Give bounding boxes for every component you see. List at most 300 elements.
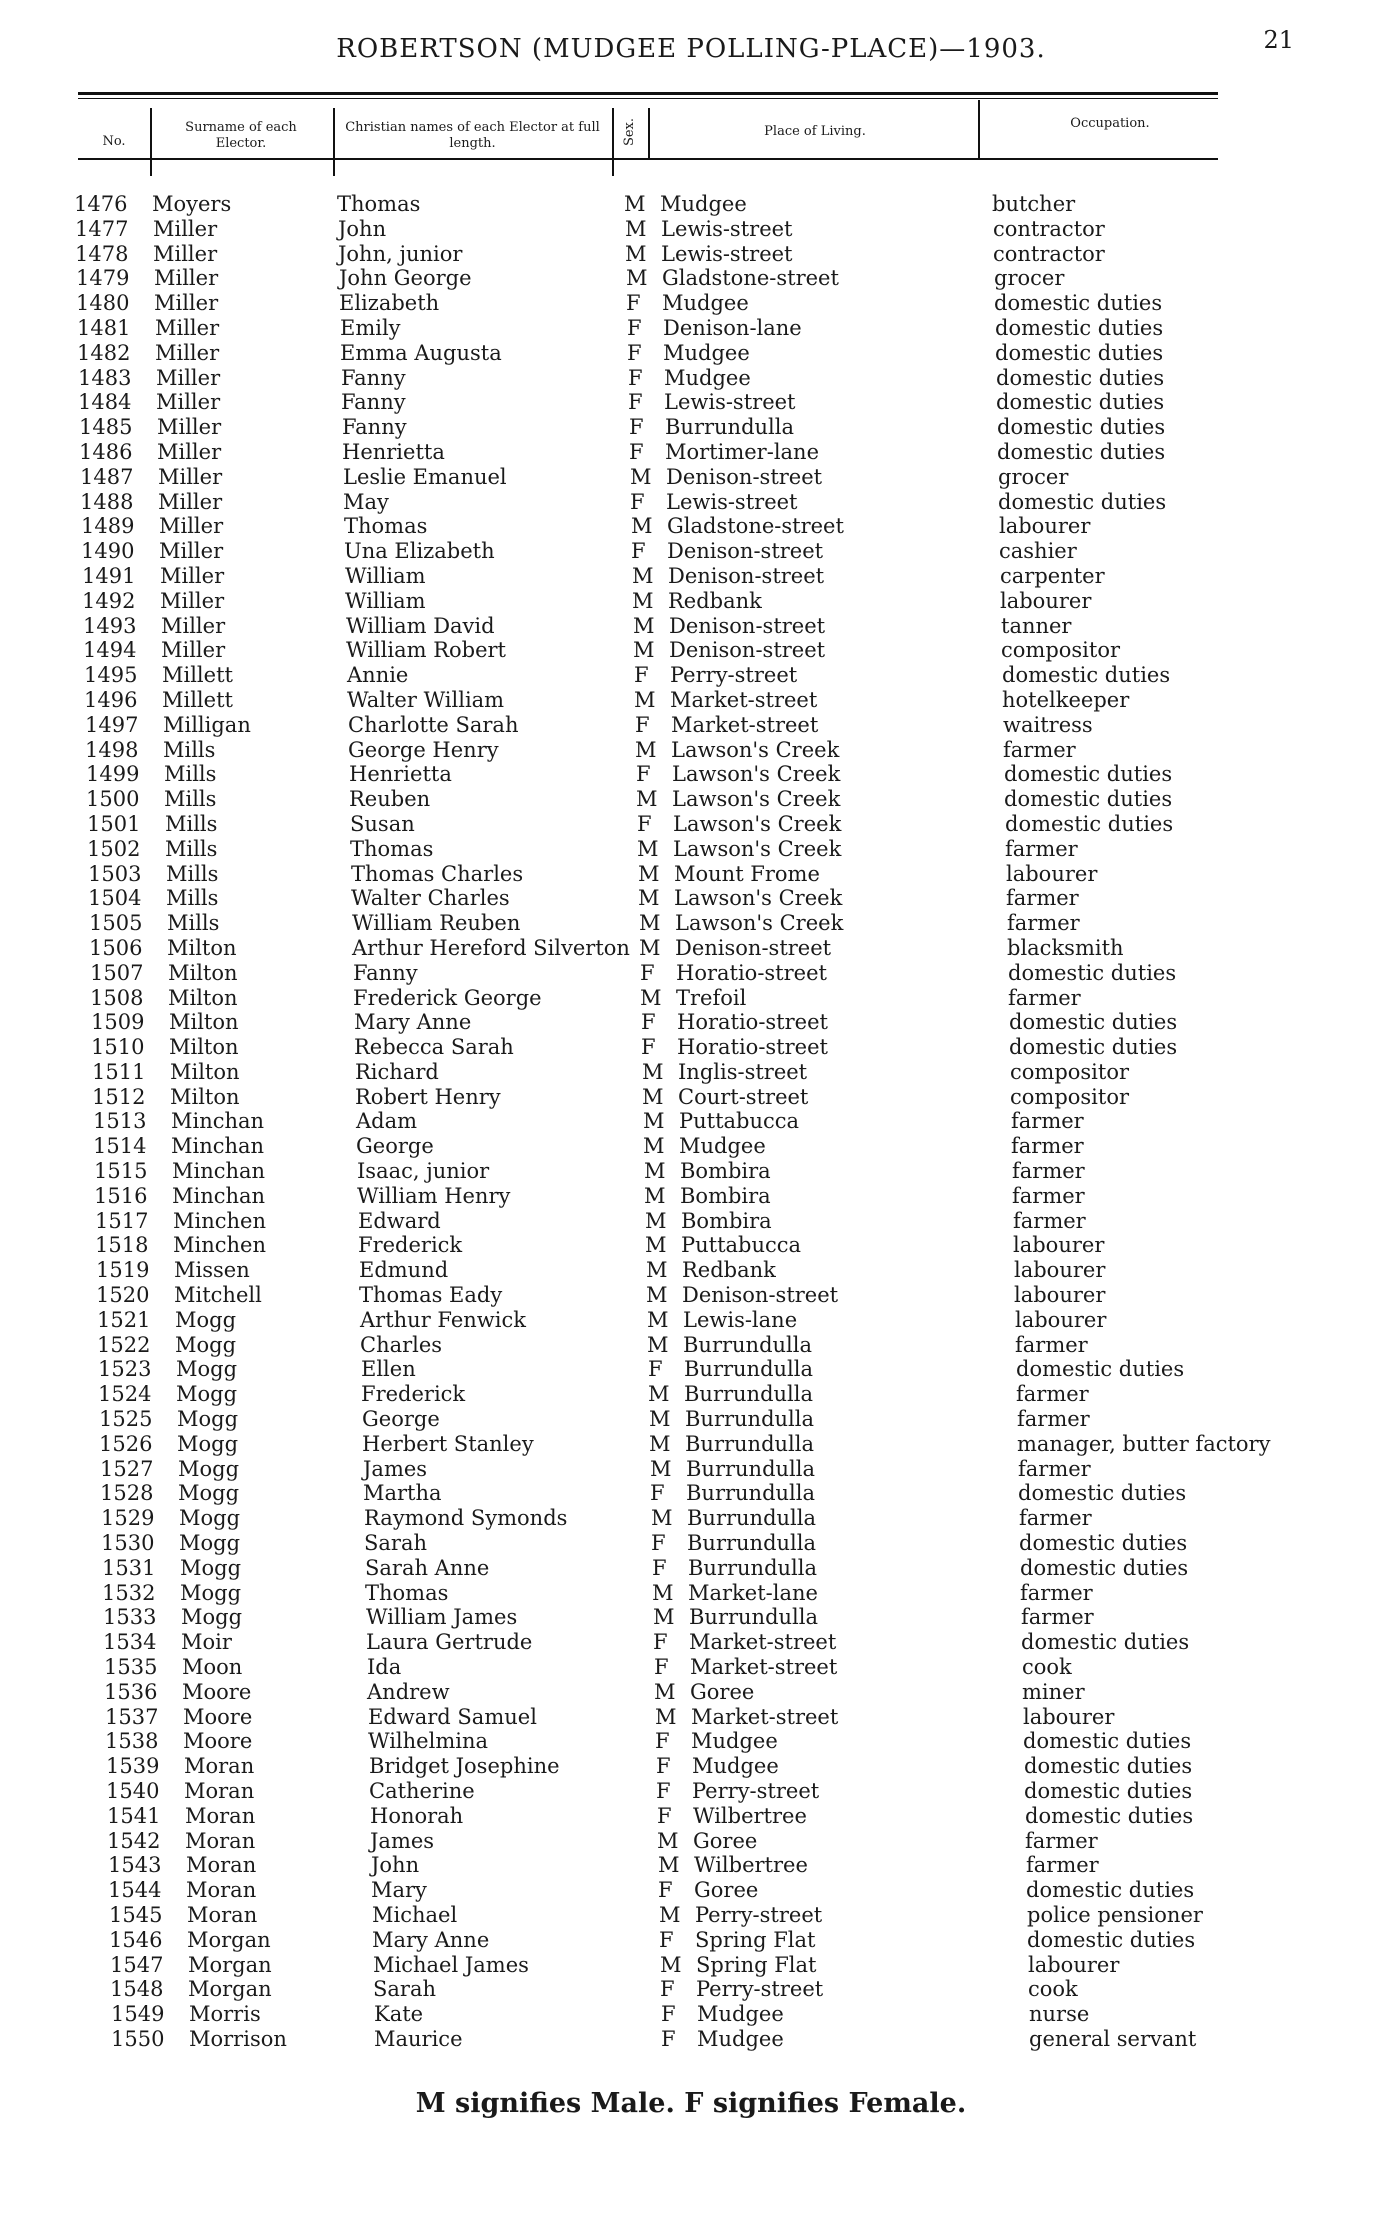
- elector-christian-names: May: [343, 489, 389, 514]
- elector-christian-names: George: [362, 1407, 440, 1432]
- elector-surname: Milton: [168, 985, 238, 1010]
- table-row: [0, 936, 1382, 961]
- elector-sex: F: [628, 365, 643, 390]
- elector-christian-names: William: [345, 563, 426, 588]
- elector-surname: Mogg: [176, 1382, 238, 1407]
- elector-surname: Mills: [164, 787, 217, 812]
- elector-surname: Mills: [166, 861, 219, 886]
- elector-number: 1544: [108, 1878, 162, 1903]
- elector-place: Mudgee: [692, 1754, 779, 1779]
- table-row: [0, 341, 1382, 366]
- table-row: [0, 1506, 1382, 1531]
- elector-occupation: domestic duties: [1019, 1531, 1188, 1556]
- elector-place: Burrundulla: [686, 1456, 816, 1481]
- elector-occupation: domestic duties: [1009, 1035, 1178, 1060]
- table-row: [0, 366, 1382, 391]
- elector-occupation: farmer: [1016, 1382, 1089, 1407]
- elector-surname: Miller: [153, 241, 218, 266]
- elector-number: 1523: [98, 1357, 152, 1382]
- elector-occupation: domestic duties: [1024, 1779, 1193, 1803]
- table-row: [0, 217, 1382, 242]
- elector-number: 1507: [90, 960, 144, 985]
- elector-christian-names: Mary: [371, 1878, 427, 1903]
- table-row: [0, 440, 1382, 465]
- table-row: [0, 1407, 1382, 1432]
- elector-christian-names: John: [371, 1853, 420, 1878]
- elector-christian-names: Herbert Stanley: [362, 1431, 534, 1456]
- table-row: [0, 2002, 1382, 2027]
- elector-place: Denison-street: [669, 613, 826, 638]
- elector-occupation: labourer: [1014, 1258, 1106, 1283]
- elector-surname: Moran: [184, 1754, 255, 1779]
- table-row: [0, 1605, 1382, 1630]
- elector-occupation: domestic duties: [1027, 1927, 1196, 1952]
- elector-sex: M: [639, 935, 661, 960]
- elector-place: Horatio-street: [677, 1010, 828, 1035]
- elector-christian-names: Edward: [358, 1208, 441, 1233]
- elector-christian-names: Michael James: [373, 1952, 529, 1977]
- elector-occupation: labourer: [1013, 1233, 1105, 1258]
- table-row: [0, 1382, 1382, 1407]
- table-row: [0, 1903, 1382, 1928]
- elector-number: 1545: [109, 1902, 163, 1927]
- elector-number: 1491: [82, 563, 136, 588]
- elector-place: Lawson's Creek: [671, 737, 840, 762]
- elector-place: Burrundulla: [684, 1382, 814, 1407]
- elector-sex: F: [651, 1531, 666, 1556]
- elector-occupation: farmer: [1007, 911, 1080, 936]
- column-divider: [333, 108, 335, 176]
- elector-surname: Mills: [167, 911, 220, 936]
- elector-place: Inglis-street: [678, 1059, 808, 1084]
- elector-occupation: police pensioner: [1027, 1902, 1203, 1927]
- table-row: [0, 1481, 1382, 1506]
- elector-sex: M: [643, 1134, 665, 1159]
- elector-sex: F: [653, 1630, 668, 1655]
- elector-surname: Miller: [157, 415, 222, 440]
- elector-occupation: carpenter: [1000, 563, 1105, 588]
- elector-place: Perry-street: [670, 663, 798, 688]
- elector-occupation: domestic duties: [1009, 1010, 1178, 1035]
- elector-surname: Miller: [160, 563, 225, 588]
- elector-number: 1493: [83, 613, 137, 638]
- elector-occupation: domestic duties: [1026, 1878, 1195, 1903]
- table-row: [0, 1531, 1382, 1556]
- elector-occupation: farmer: [1012, 1183, 1085, 1208]
- elector-christian-names: Leslie Emanuel: [343, 464, 507, 489]
- elector-christian-names: Una Elizabeth: [344, 539, 495, 564]
- elector-surname: Minchan: [172, 1159, 266, 1184]
- elector-occupation: domestic duties: [1016, 1357, 1185, 1382]
- elector-number: 1480: [76, 291, 130, 316]
- elector-place: Market-lane: [688, 1580, 818, 1605]
- elector-christian-names: Arthur Fenwick: [360, 1307, 526, 1332]
- elector-place: Goree: [693, 1828, 758, 1853]
- elector-sex: M: [647, 1332, 669, 1357]
- elector-surname: Minchan: [171, 1109, 265, 1134]
- elector-number: 1513: [93, 1109, 147, 1134]
- table-row: [0, 490, 1382, 515]
- table-row: [0, 911, 1382, 936]
- elector-sex: F: [641, 1010, 656, 1035]
- elector-number: 1503: [88, 861, 142, 886]
- elector-number: 1508: [90, 985, 144, 1010]
- elector-sex: M: [642, 1084, 664, 1109]
- elector-number: 1529: [101, 1506, 155, 1531]
- elector-occupation: cook: [1022, 1655, 1072, 1680]
- elector-number: 1514: [93, 1134, 147, 1159]
- elector-christian-names: Thomas: [350, 836, 434, 861]
- elector-christian-names: Thomas: [365, 1580, 449, 1605]
- elector-place: Trefoil: [676, 985, 747, 1010]
- elector-christian-names: Bridget Josephine: [369, 1754, 560, 1779]
- table-row: [0, 1829, 1382, 1854]
- elector-sex: M: [633, 638, 655, 663]
- elector-occupation: domestic duties: [995, 340, 1164, 365]
- elector-occupation: farmer: [1018, 1456, 1091, 1481]
- elector-occupation: hotelkeeper: [1002, 687, 1130, 712]
- elector-place: Mudgee: [691, 1729, 778, 1754]
- elector-christian-names: Mary Anne: [372, 1927, 490, 1952]
- elector-christian-names: Susan: [350, 811, 415, 836]
- elector-occupation: farmer: [1003, 737, 1076, 762]
- elector-number: 1518: [95, 1233, 149, 1258]
- elector-surname: Missen: [174, 1258, 250, 1283]
- table-row: [0, 738, 1382, 763]
- elector-occupation: domestic duties: [1002, 663, 1171, 688]
- elector-place: Goree: [690, 1679, 755, 1704]
- elector-christian-names: Laura Gertrude: [366, 1630, 533, 1655]
- table-row: [0, 465, 1382, 490]
- elector-number: 1479: [76, 266, 130, 291]
- elector-christian-names: William Henry: [357, 1183, 511, 1208]
- elector-place: Lewis-street: [661, 241, 793, 266]
- elector-place: Perry-street: [695, 1902, 823, 1927]
- elector-christian-names: Raymond Symonds: [364, 1506, 568, 1531]
- elector-surname: Miller: [155, 340, 220, 365]
- elector-occupation: compositor: [1010, 1059, 1130, 1084]
- elector-sex: M: [644, 1159, 666, 1184]
- elector-occupation: farmer: [1012, 1159, 1085, 1184]
- elector-sex: F: [627, 315, 642, 340]
- elector-sex: F: [641, 1035, 656, 1060]
- elector-place: Market-street: [689, 1630, 837, 1655]
- column-divider: [150, 108, 152, 176]
- elector-list: [0, 192, 1382, 2052]
- elector-number: 1515: [94, 1159, 148, 1184]
- elector-christian-names: Isaac, junior: [357, 1159, 490, 1184]
- elector-christian-names: Ellen: [361, 1357, 416, 1382]
- table-row: [0, 1134, 1382, 1159]
- elector-place: Burrundulla: [687, 1506, 817, 1531]
- elector-surname: Morgan: [188, 1977, 272, 2002]
- elector-christian-names: John, junior: [338, 241, 463, 266]
- elector-sex: M: [643, 1109, 665, 1134]
- elector-surname: Morrison: [189, 2026, 287, 2051]
- table-row: [0, 837, 1382, 862]
- table-row: [0, 192, 1382, 217]
- elector-sex: F: [661, 2002, 676, 2027]
- elector-place: Court-street: [678, 1084, 809, 1109]
- elector-occupation: contractor: [993, 216, 1105, 241]
- elector-sex: M: [634, 687, 656, 712]
- elector-surname: Minchan: [172, 1183, 266, 1208]
- table-row: [0, 390, 1382, 415]
- elector-sex: F: [634, 663, 649, 688]
- elector-surname: Mogg: [178, 1456, 240, 1481]
- elector-sex: M: [630, 464, 652, 489]
- elector-christian-names: Thomas Eady: [359, 1283, 503, 1308]
- sex-legend: M signifies Male. F signifies Female.: [415, 2088, 967, 2119]
- elector-number: 1542: [107, 1828, 161, 1853]
- elector-place: Burrundulla: [687, 1531, 817, 1556]
- elector-occupation: domestic duties: [1021, 1630, 1190, 1655]
- elector-sex: M: [632, 588, 654, 613]
- table-row: [0, 266, 1382, 291]
- elector-place: Wilbertree: [694, 1853, 808, 1878]
- elector-place: Lewis-street: [661, 216, 793, 241]
- elector-occupation: miner: [1022, 1679, 1085, 1704]
- table-row: [0, 1060, 1382, 1085]
- elector-surname: Miller: [156, 365, 221, 390]
- elector-christian-names: George: [356, 1134, 434, 1159]
- elector-surname: Mills: [165, 811, 218, 836]
- elector-number: 1524: [98, 1382, 152, 1407]
- elector-occupation: domestic duties: [994, 291, 1163, 316]
- elector-surname: Moran: [185, 1828, 256, 1853]
- elector-number: 1522: [97, 1332, 151, 1357]
- elector-place: Mount Frome: [674, 861, 820, 886]
- elector-number: 1509: [91, 1010, 145, 1035]
- elector-place: Denison-lane: [663, 315, 802, 340]
- elector-christian-names: Fanny: [341, 365, 406, 390]
- column-divider: [648, 108, 650, 160]
- table-row: [0, 862, 1382, 887]
- table-row: [0, 1779, 1382, 1804]
- column-header-sex: Sex.: [622, 117, 637, 147]
- elector-christian-names: Robert Henry: [355, 1084, 501, 1109]
- elector-place: Bombira: [681, 1208, 772, 1233]
- elector-surname: Miller: [158, 464, 223, 489]
- elector-number: 1484: [78, 390, 132, 415]
- table-row: [0, 242, 1382, 267]
- elector-occupation: contractor: [993, 241, 1105, 266]
- elector-place: Burrundulla: [665, 415, 795, 440]
- elector-sex: F: [659, 1927, 674, 1952]
- elector-number: 1512: [92, 1084, 146, 1109]
- elector-christian-names: William James: [366, 1605, 518, 1630]
- elector-sex: M: [650, 1456, 672, 1481]
- elector-surname: Morgan: [187, 1927, 271, 1952]
- elector-christian-names: William Robert: [346, 638, 506, 663]
- elector-christian-names: Thomas: [344, 514, 428, 539]
- elector-sex: M: [648, 1382, 670, 1407]
- elector-sex: M: [659, 1902, 681, 1927]
- elector-surname: Mogg: [179, 1531, 241, 1556]
- elector-christian-names: William David: [346, 613, 495, 638]
- elector-surname: Mogg: [177, 1407, 239, 1432]
- elector-occupation: labourer: [1000, 588, 1092, 613]
- elector-place: Lewis-street: [664, 390, 796, 415]
- elector-christian-names: Fanny: [341, 390, 406, 415]
- elector-christian-names: Thomas: [337, 192, 421, 216]
- elector-surname: Milton: [169, 1035, 239, 1060]
- elector-sex: M: [649, 1407, 671, 1432]
- table-row: [0, 1035, 1382, 1060]
- table-row: [0, 1233, 1382, 1258]
- elector-occupation: domestic duties: [1004, 762, 1173, 787]
- elector-number: 1481: [77, 315, 131, 340]
- elector-christian-names: Maurice: [374, 2026, 463, 2051]
- elector-number: 1540: [106, 1779, 160, 1803]
- elector-sex: F: [656, 1754, 671, 1779]
- elector-sex: M: [625, 216, 647, 241]
- column-header-no: No.: [102, 134, 126, 149]
- elector-christian-names: Frederick: [361, 1382, 466, 1407]
- elector-number: 1492: [82, 588, 136, 613]
- elector-occupation: labourer: [1023, 1704, 1115, 1729]
- elector-sex: M: [651, 1506, 673, 1531]
- table-row: [0, 961, 1382, 986]
- elector-sex: M: [654, 1679, 676, 1704]
- elector-number: 1496: [84, 687, 138, 712]
- elector-christian-names: Martha: [363, 1481, 442, 1506]
- table-row: [0, 614, 1382, 639]
- elector-surname: Milton: [167, 935, 237, 960]
- elector-occupation: farmer: [1021, 1605, 1094, 1630]
- elector-sex: F: [655, 1729, 670, 1754]
- elector-place: Denison-street: [682, 1283, 839, 1308]
- elector-christian-names: Adam: [356, 1109, 418, 1134]
- elector-place: Denison-street: [669, 638, 826, 663]
- elector-place: Market-street: [691, 1704, 839, 1729]
- elector-christian-names: Annie: [347, 663, 409, 688]
- elector-sex: M: [626, 266, 648, 291]
- elector-christian-names: Rebecca Sarah: [354, 1035, 514, 1060]
- elector-number: 1533: [103, 1605, 157, 1630]
- elector-sex: F: [652, 1555, 667, 1580]
- elector-sex: M: [638, 886, 660, 911]
- column-divider: [978, 100, 980, 160]
- elector-christian-names: Walter William: [347, 687, 505, 712]
- elector-number: 1488: [80, 489, 134, 514]
- elector-sex: F: [636, 762, 651, 787]
- table-row: [0, 415, 1382, 440]
- elector-sex: F: [640, 960, 655, 985]
- elector-christian-names: Honorah: [370, 1803, 464, 1828]
- elector-occupation: general servant: [1029, 2026, 1197, 2051]
- table-row: [0, 1457, 1382, 1482]
- elector-sex: F: [657, 1803, 672, 1828]
- elector-surname: Mogg: [181, 1605, 243, 1630]
- elector-occupation: compositor: [1010, 1084, 1130, 1109]
- elector-number: 1486: [79, 439, 133, 464]
- elector-number: 1541: [107, 1803, 161, 1828]
- header-top-rule: [78, 92, 1218, 95]
- elector-place: Burrundulla: [686, 1481, 816, 1506]
- elector-sex: M: [638, 861, 660, 886]
- table-row: [0, 886, 1382, 911]
- elector-sex: M: [631, 514, 653, 539]
- elector-sex: F: [658, 1878, 673, 1903]
- elector-number: 1500: [86, 787, 140, 812]
- elector-number: 1502: [87, 836, 141, 861]
- elector-place: Mudgee: [679, 1134, 766, 1159]
- column-header-christian-names: Christian names of each Elector at full length.: [345, 120, 600, 151]
- elector-sex: M: [635, 737, 657, 762]
- elector-surname: Millett: [162, 687, 233, 712]
- table-row: [0, 1878, 1382, 1903]
- table-row: [0, 1109, 1382, 1134]
- elector-occupation: labourer: [1014, 1283, 1106, 1308]
- elector-occupation: labourer: [1006, 861, 1098, 886]
- elector-occupation: grocer: [994, 266, 1065, 291]
- elector-surname: Miller: [154, 266, 219, 291]
- elector-sex: M: [639, 911, 661, 936]
- table-row: [0, 1680, 1382, 1705]
- elector-surname: Mogg: [178, 1481, 240, 1506]
- elector-occupation: compositor: [1001, 638, 1121, 663]
- elector-occupation: domestic duties: [1018, 1481, 1187, 1506]
- elector-christian-names: Richard: [355, 1059, 439, 1084]
- elector-occupation: farmer: [1019, 1506, 1092, 1531]
- elector-surname: Miller: [158, 489, 223, 514]
- table-row: [0, 1630, 1382, 1655]
- elector-surname: Miller: [161, 613, 226, 638]
- elector-christian-names: James: [370, 1828, 435, 1853]
- elector-number: 1497: [85, 712, 139, 737]
- elector-occupation: farmer: [1006, 886, 1079, 911]
- elector-christian-names: Frederick: [358, 1233, 463, 1258]
- elector-christian-names: James: [363, 1456, 428, 1481]
- elector-sex: F: [648, 1357, 663, 1382]
- elector-christian-names: Reuben: [349, 787, 431, 812]
- table-row: [0, 1853, 1382, 1878]
- elector-occupation: labourer: [1015, 1307, 1107, 1332]
- elector-number: 1535: [104, 1655, 158, 1680]
- elector-number: 1511: [92, 1059, 146, 1084]
- elector-christian-names: Edward Samuel: [368, 1704, 537, 1729]
- table-row: [0, 986, 1382, 1011]
- elector-place: Horatio-street: [677, 1035, 828, 1060]
- elector-christian-names: Ida: [367, 1655, 402, 1680]
- elector-sex: F: [629, 439, 644, 464]
- elector-surname: Miller: [154, 291, 219, 316]
- elector-christian-names: Charles: [360, 1332, 443, 1357]
- elector-christian-names: Henrietta: [349, 762, 452, 787]
- elector-place: Market-street: [671, 712, 819, 737]
- elector-place: Denison-street: [668, 563, 825, 588]
- elector-place: Burrundulla: [683, 1332, 813, 1357]
- elector-occupation: nurse: [1029, 2002, 1090, 2027]
- elector-place: Mudgee: [662, 291, 749, 316]
- elector-number: 1526: [99, 1431, 153, 1456]
- elector-number: 1485: [79, 415, 133, 440]
- elector-occupation: butcher: [992, 192, 1076, 216]
- elector-occupation: domestic duties: [1023, 1729, 1192, 1754]
- elector-sex: F: [661, 2026, 676, 2051]
- table-row: [0, 1729, 1382, 1754]
- elector-number: 1478: [75, 241, 129, 266]
- elector-christian-names: John George: [339, 266, 472, 291]
- elector-occupation: domestic duties: [1025, 1803, 1194, 1828]
- elector-place: Puttabucca: [679, 1109, 800, 1134]
- elector-number: 1489: [81, 514, 135, 539]
- elector-number: 1532: [102, 1580, 156, 1605]
- elector-christian-names: John: [338, 216, 387, 241]
- table-row: [0, 589, 1382, 614]
- elector-number: 1487: [80, 464, 134, 489]
